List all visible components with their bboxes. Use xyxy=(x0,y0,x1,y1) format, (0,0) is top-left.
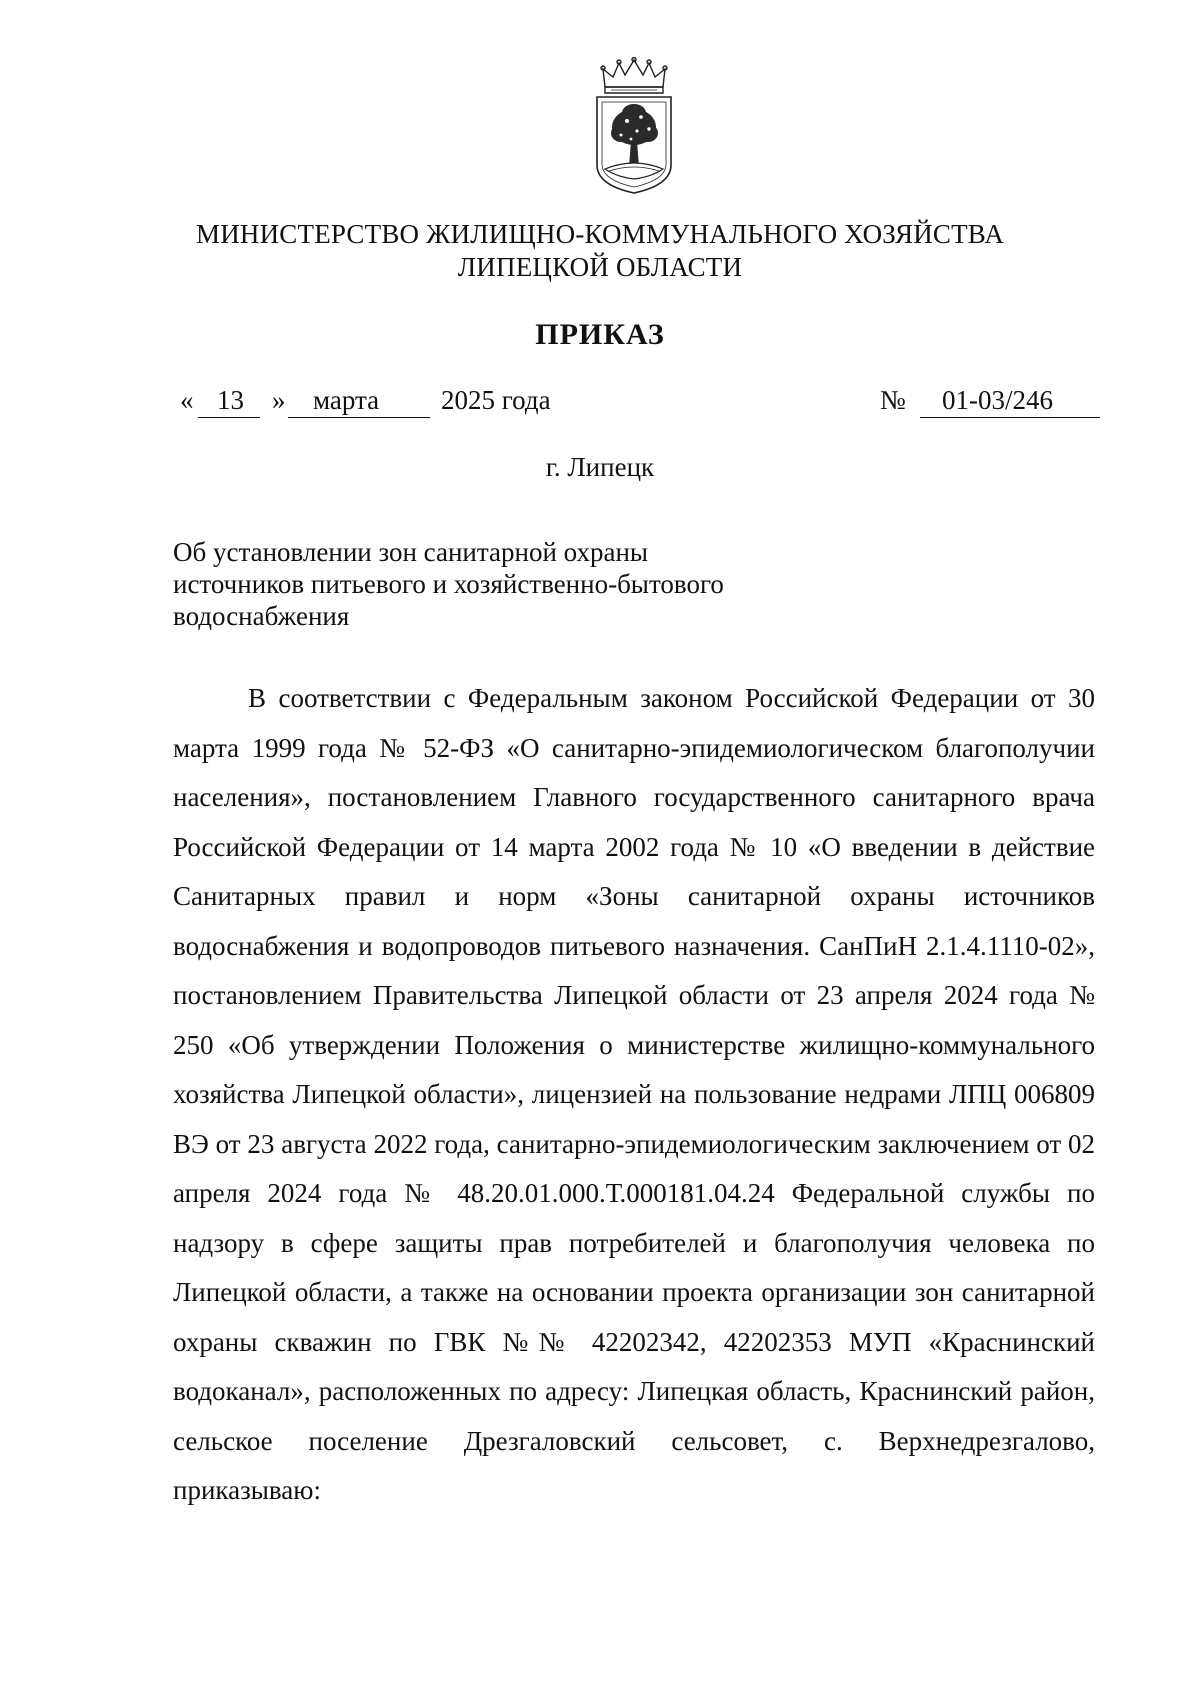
date-year: 2025 года xyxy=(441,385,551,415)
body-paragraph: В соответствии с Федеральным законом Российской Федерации от 30 марта 1999 года № 52-ФЗ «О санитарно-эпидемиологическом благополучии населения», постановлением Главного государственного санитарного врача Российской Федерации от 14 марта 2002 года № 10 «О введении в действие Санитарных правил и норм «Зоны санитарной охраны источников водоснабжения и водопроводов питьевого назначения. СанПиН 2.1.4.1110-02», постановлением Правительства Липецкой области от 23 апреля 2024 года № 250 «Об утверждении Положения о министерстве жилищно-коммунального хозяйства Липецкой области», лицензией на пользование недрами ЛПЦ 006809 ВЭ от 23 августа 2022 года, санитарно-эпидемиологическим заключением от 02 апреля 2024 года № 48.20.01.000.Т.000181.04.24 Федеральной службы по надзору в сфере защиты прав потребителей и благополучия человека по Липецкой области, а также на основании проекта организации зон санитарной охраны скважин по ГВК №№ 42202342, 42202353 МУП «Краснинский водоканал», расположенных по адресу: Липецкая область, Краснинский район, сельское поселение Дрезгаловский сельсовет, с. Верхнедрезгалово, приказываю: xyxy=(173,683,1095,1505)
subject-line2: источников питьевого и хозяйственно-бытового xyxy=(173,569,724,599)
number-sign: № xyxy=(880,385,906,415)
date-day-underline xyxy=(198,417,260,418)
subject-line3: водоснабжения xyxy=(173,601,350,631)
subject-line1: Об установлении зон санитарной охраны xyxy=(173,537,649,567)
date-open-quote: « xyxy=(180,385,194,415)
ministry-name-line2: ЛИПЕЦКОЙ ОБЛАСТИ xyxy=(457,252,743,282)
date-month-underline xyxy=(288,417,430,418)
order-number: 01-03/246 xyxy=(942,385,1053,415)
ministry-name xyxy=(0,218,1200,284)
dateline xyxy=(180,385,1100,419)
date-day: 13 xyxy=(217,385,244,415)
city: г. Липецк xyxy=(545,452,655,482)
document-type-title: ПРИКАЗ xyxy=(535,318,665,351)
subject xyxy=(173,536,813,632)
ministry-name-line1: МИНИСТЕРСТВО ЖИЛИЩНО-КОММУНАЛЬНОГО ХОЗЯЙСТВА xyxy=(195,219,1005,249)
date-month: марта xyxy=(313,385,380,415)
coat-of-arms-icon xyxy=(591,57,677,197)
date-close-quote: » xyxy=(272,385,286,415)
order-number-underline xyxy=(920,417,1100,418)
